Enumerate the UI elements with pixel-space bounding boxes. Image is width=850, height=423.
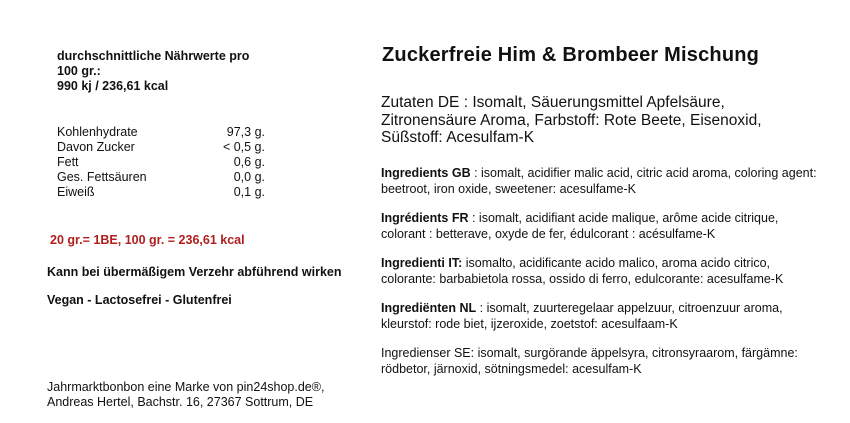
nutrition-table bbox=[57, 125, 265, 200]
ingredients-text: Ingredienser SE: isomalt, surgörande äppelsyra, citronsyraarom, färgämne: rödbetor, järnoxid, sötningsmedel: acesulfam-K bbox=[381, 346, 798, 376]
manufacturer-info bbox=[47, 380, 324, 410]
nutrition-value: 0,0 g. bbox=[233, 170, 265, 184]
ingredients-gb bbox=[381, 165, 821, 197]
nutrition-label: Eiweiß bbox=[57, 185, 95, 199]
ingredients-se bbox=[381, 345, 821, 377]
ingredients-nl bbox=[381, 300, 821, 332]
nutrition-header-line2: 100 gr.: bbox=[57, 64, 101, 78]
nutrition-header-line1: durchschnittliche Nährwerte pro bbox=[57, 49, 250, 63]
nutrition-label: Davon Zucker bbox=[57, 140, 135, 154]
ingredients-text: : isomalt, acidifier malic acid, citric acid aroma, coloring agent: beetroot, iron oxide, sweetener: acesulfame-K bbox=[381, 166, 817, 196]
nutrition-label: Fett bbox=[57, 155, 79, 169]
ingredients-text: : isomalt, acidifiant acide malique, arôme acide citrique, colorant : betterave, oxyde de fer, édulcorant : acésulfame-K bbox=[381, 211, 779, 241]
nutrition-row bbox=[57, 140, 265, 155]
nutrition-row bbox=[57, 185, 265, 200]
ingredients-fr bbox=[381, 210, 821, 242]
ingredients-label: Ingrediënten NL bbox=[381, 301, 477, 315]
ingredients-text: : isomalt, zuurteregelaar appelzuur, citroenzuur aroma, kleurstof: rode biet, ijzeroxide, zoetstof: acesulfaam-K bbox=[381, 301, 783, 331]
ingredients-label: Ingredients GB bbox=[381, 166, 471, 180]
product-title: Zuckerfreie Him & Brombeer Mischung bbox=[382, 44, 760, 66]
nutrition-row bbox=[57, 170, 265, 185]
manufacturer-line2: Andreas Hertel, Bachstr. 16, 27367 Sottrum, DE bbox=[47, 395, 314, 409]
nutrition-value: 0,1 g. bbox=[233, 185, 265, 199]
manufacturer-line1: Jahrmarktbonbon eine Marke von pin24shop.de®, bbox=[47, 380, 325, 394]
nutrition-row bbox=[57, 155, 265, 170]
nutrition-label: Ges. Fettsäuren bbox=[57, 170, 147, 184]
nutrition-value: 0,6 g. bbox=[233, 155, 265, 169]
ingredients-de: Zutaten DE : Isomalt, Säuerungsmittel Apfelsäure, Zitronensäure Aroma, Farbstoff: Rote Beete, Eisenoxid, Süßstoff: Acesulfam-K bbox=[381, 94, 762, 146]
nutrition-header-line3: 990 kj / 236,61 kcal bbox=[57, 79, 169, 93]
diet-info: Vegan - Lactosefrei - Glutenfrei bbox=[47, 293, 232, 307]
ingredients-text: isomalto, acidificante acido malico, aroma acido citrico, colorante: barbabietola rossa, ossido di ferro, edulcorante: acesulfame-K bbox=[381, 256, 784, 286]
laxative-warning: Kann bei übermäßigem Verzehr abführend wirken bbox=[47, 265, 342, 279]
nutrition-row bbox=[57, 125, 265, 140]
ingredients-label: Ingredienti IT: bbox=[381, 256, 463, 270]
nutrition-value: < 0,5 g. bbox=[222, 140, 265, 154]
be-info: 20 gr.= 1BE, 100 gr. = 236,61 kcal bbox=[50, 233, 245, 247]
ingredients-label: Ingrédients FR bbox=[381, 211, 469, 225]
nutrition-header bbox=[57, 49, 249, 94]
nutrition-label: Kohlenhydrate bbox=[57, 125, 138, 139]
nutrition-value: 97,3 g. bbox=[226, 125, 265, 139]
ingredients-it bbox=[381, 255, 821, 287]
